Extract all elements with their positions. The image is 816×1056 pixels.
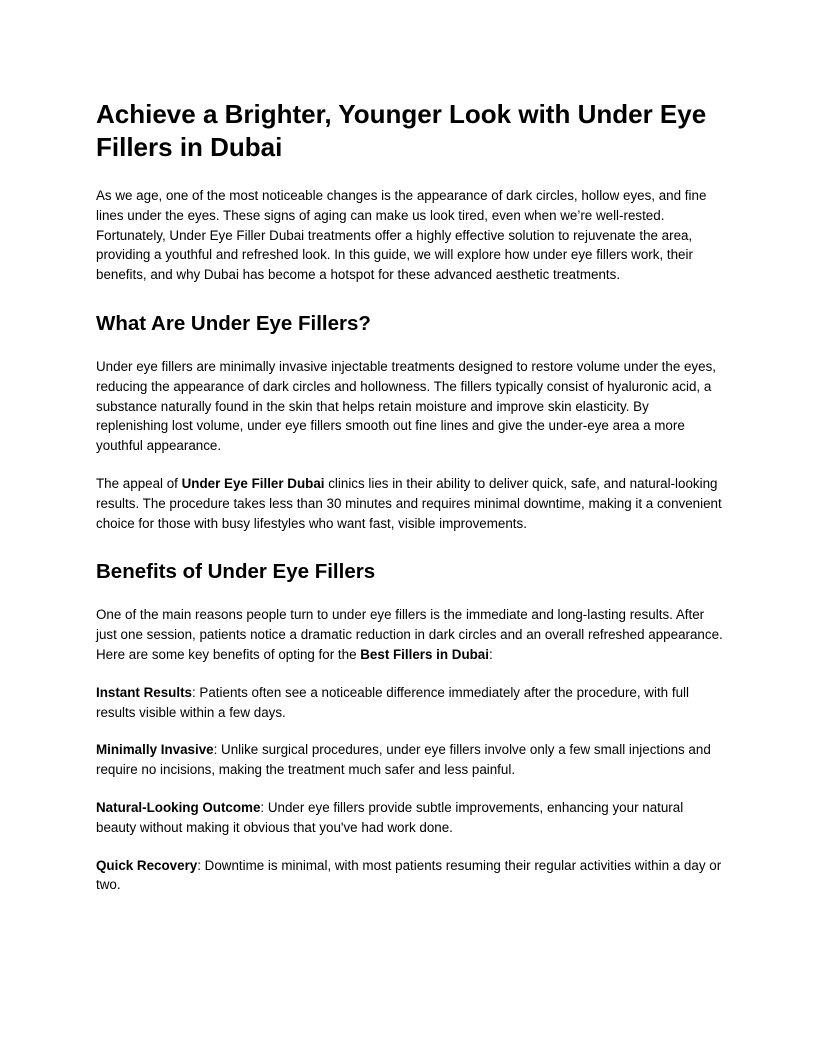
- section2-intro-paragraph: [96, 605, 724, 664]
- benefit-item-minimally-invasive: [96, 740, 724, 780]
- page-title: Achieve a Brighter, Younger Look with Under Eye Fillers in Dubai: [96, 99, 707, 162]
- benefit-label: Natural-Looking Outcome: [96, 799, 261, 815]
- section2-intro-text-pre: One of the main reasons people turn to under eye fillers is the immediate and long-lasting results. After just one session, patients notice a dramatic reduction in dark circles and an overall refreshed appearance. Here are some key benefits of opting for the: [96, 607, 723, 662]
- section-heading-what-are: What Are Under Eye Fillers?: [96, 311, 371, 335]
- benefit-label: Instant Results: [96, 684, 192, 700]
- section1-p2-text-post: clinics lies in their ability to deliver quick, safe, and natural-looking results. The procedure takes less than 30 minutes and requires minimal downtime, making it a convenient choice for those with busy lifestyles who want fast, visible improvements.: [96, 475, 722, 531]
- benefit-text: : Downtime is minimal, with most patients resuming their regular activities within a day or two.: [96, 857, 722, 893]
- document-page: [96, 98, 724, 895]
- section1-p2-text-pre: The appeal of: [96, 475, 182, 491]
- benefit-text: : Under eye fillers provide subtle improvements, enhancing your natural beauty without making it obvious that you've had work done.: [96, 799, 684, 835]
- section2-intro-bold-keyword: Best Fillers in Dubai: [360, 646, 489, 662]
- benefit-item-natural-looking: [96, 798, 724, 838]
- benefit-item-quick-recovery: [96, 856, 724, 896]
- benefit-item-instant-results: [96, 683, 724, 723]
- benefit-label: Minimally Invasive: [96, 742, 214, 758]
- section-heading-benefits: Benefits of Under Eye Fillers: [96, 560, 376, 584]
- section1-p2-bold-keyword: Under Eye Filler Dubai: [181, 475, 325, 491]
- section1-paragraph-1: Under eye fillers are minimally invasive injectable treatments designed to restore volume under the eyes, reducing the appearance of dark circles and hollowness. The fillers typically consist of hyaluronic acid, a substance naturally found in the skin that helps retain moisture and improve skin elasticity. By replenishing lost volume, under eye fillers smooth out fine lines and give the under-eye area a more youthful appearance.: [96, 358, 716, 454]
- section2-intro-text-post: :: [488, 646, 493, 662]
- benefit-label: Quick Recovery: [96, 857, 198, 873]
- section1-paragraph-2: [96, 474, 724, 533]
- benefit-text: : Unlike surgical procedures, under eye fillers involve only a few small injections and require no incisions, making the treatment much safer and less painful.: [96, 742, 711, 778]
- benefit-text: : Patients often see a noticeable difference immediately after the procedure, with full results visible within a few days.: [96, 684, 689, 720]
- intro-paragraph: As we age, one of the most noticeable changes is the appearance of dark circles, hollow eyes, and fine lines under the eyes. These signs of aging can make us look tired, even when we’re well-rested. Fortunately, Under Eye Filler Dubai treatments offer a highly effective solution to rejuvenate the area, providing a youthful and refreshed look. In this guide, we will explore how under eye fillers work, their benefits, and why Dubai has become a hotspot for these advanced aesthetic treatments.: [96, 188, 707, 283]
